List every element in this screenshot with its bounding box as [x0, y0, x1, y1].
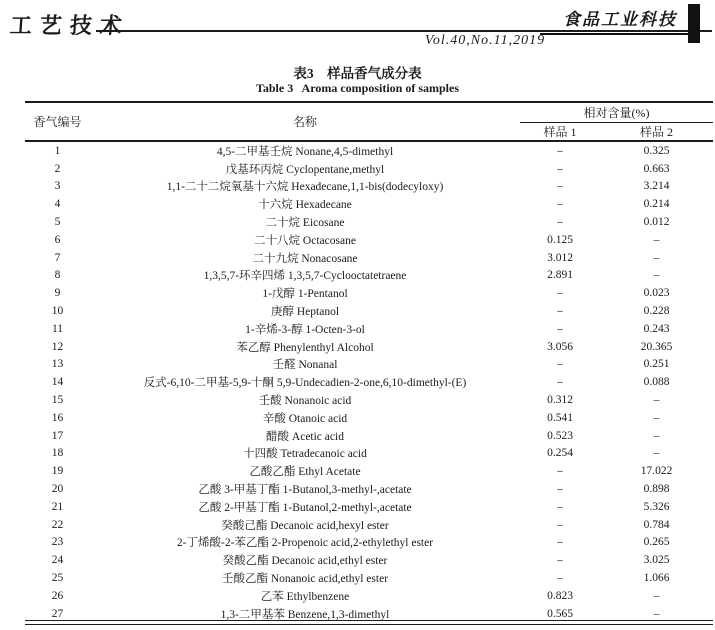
aroma-id-cell: 20: [51, 483, 64, 496]
sample2-value-cell: –: [653, 233, 660, 246]
sample1-value-cell: –: [557, 162, 563, 175]
aroma-id-cell: 19: [51, 465, 64, 478]
sample2-value-cell: –: [653, 411, 660, 424]
compound-name-cell: 1,1-二十二烷氧基十六烷 Hexadecane,1,1-bis(dodecyloxy): [166, 181, 444, 194]
compound-name-cell: 苯乙醇 Phenylenthyl Alcohol: [236, 341, 374, 354]
table-caption-en: Table 3 Aroma composition of samples: [255, 81, 459, 95]
sample1-value-cell: 3.056: [547, 340, 573, 353]
table-header: [25, 102, 713, 141]
compound-name-cell: 反式-6,10-二甲基-5,9-十酮 5,9-Undecadien-2-one,6,10-dimethyl-(E): [143, 377, 467, 390]
aroma-id-cell: 15: [51, 394, 64, 407]
sample2-value-cell: 3.025: [643, 554, 670, 567]
table-row: [25, 587, 713, 605]
sample1-value-cell: –: [557, 216, 563, 229]
sample1-value-cell: –: [557, 518, 563, 531]
compound-name-cell: 1,3,5,7-环辛四烯 1,3,5,7-Cyclooctatetraene: [203, 270, 407, 283]
compound-name-cell: 戊基环丙烷 Cyclopentane,methyl: [225, 163, 385, 176]
table-row: [25, 302, 713, 320]
sample2-value-cell: –: [653, 607, 660, 620]
compound-name-cell: 辛酸 Otanoic acid: [262, 412, 348, 425]
aroma-id-cell: 24: [51, 554, 64, 567]
header-row-top: [25, 102, 713, 123]
sample1-value-cell: –: [557, 198, 563, 211]
sample2-value-cell: 3.214: [643, 180, 670, 193]
aroma-id-cell: 18: [51, 447, 64, 460]
journal-logo-bar: [688, 4, 700, 43]
table-row: [25, 534, 713, 552]
compound-name-cell: 二十八烷 Octacosane: [254, 234, 356, 247]
table-row: [25, 516, 713, 534]
sample2-value-cell: –: [653, 251, 660, 264]
sample2-value-cell: 0.012: [643, 216, 670, 229]
sample1-value-cell: 0.541: [547, 411, 573, 424]
compound-name-cell: 乙苯 Ethylbenzene: [260, 590, 350, 603]
sample2-value-cell: –: [653, 394, 660, 407]
sample2-value-cell: 0.088: [643, 376, 670, 389]
sample2-value-cell: 0.023: [643, 287, 670, 300]
compound-name-cell: 十六烷 Hexadecane: [258, 199, 352, 212]
compound-name-cell: 癸酸乙酯 Decanoic acid,ethyl ester: [222, 555, 388, 568]
sample1-value-cell: 2.891: [547, 269, 573, 282]
sample2-value-cell: –: [653, 429, 660, 442]
table-row: [25, 338, 713, 356]
sample2-value-cell: 0.265: [643, 536, 670, 549]
compound-name-cell: 乙酸 3-甲基丁酯 1-Butanol,3-methyl-,acetate: [198, 484, 412, 497]
table-row: [25, 213, 713, 231]
table-row: [25, 569, 713, 587]
volume-info: Vol.40,No.11,2019: [424, 33, 546, 48]
sample2-value-cell: 0.784: [643, 518, 670, 531]
sample1-value-cell: –: [557, 572, 563, 585]
compound-name-cell: 醋酸 Acetic acid: [266, 430, 344, 443]
aroma-id-cell: 13: [51, 358, 64, 371]
aroma-id-cell: 5: [54, 216, 61, 229]
sample1-value-cell: 0.565: [547, 607, 573, 620]
sample1-value-cell: –: [557, 305, 563, 318]
sample1-value-cell: 0.823: [547, 589, 573, 602]
compound-name-cell: 1,3-二甲基苯 Benzene,1,3-dimethyl: [220, 608, 390, 621]
sample1-value-cell: –: [557, 500, 563, 513]
aroma-composition-table: [25, 101, 713, 623]
sample2-value-cell: 1.066: [643, 572, 670, 585]
table-row: [25, 445, 713, 463]
sample2-value-cell: –: [653, 589, 660, 602]
table-row: [25, 427, 713, 445]
compound-name-cell: 庚醇 Heptanol: [270, 306, 340, 319]
aroma-id-cell: 2: [54, 162, 61, 175]
col-header-sample1: 样品 1: [520, 123, 600, 142]
table-row: [25, 498, 713, 516]
aroma-id-cell: 7: [54, 251, 61, 264]
table-row: [25, 267, 713, 285]
table-caption-zh: 表3 样品香气成分表: [293, 66, 422, 81]
compound-name-cell: 壬醛 Nonanal: [272, 359, 338, 372]
table-row: [25, 409, 713, 427]
aroma-id-cell: 17: [51, 429, 64, 442]
sample2-value-cell: 20.365: [640, 340, 673, 353]
table-row: [25, 178, 713, 196]
compound-name-cell: 乙酸乙酯 Ethyl Acetate: [249, 466, 361, 479]
aroma-id-cell: 21: [51, 500, 64, 513]
sample1-value-cell: 0.312: [547, 394, 573, 407]
aroma-id-cell: 6: [54, 233, 61, 246]
sample1-value-cell: –: [557, 358, 563, 371]
sample1-value-cell: 3.012: [547, 251, 573, 264]
table-row: [25, 249, 713, 267]
aroma-id-cell: 9: [54, 287, 61, 300]
aroma-id-cell: 25: [51, 572, 64, 585]
table-row: [25, 231, 713, 249]
sample2-value-cell: –: [653, 447, 660, 460]
compound-name-cell: 1-戊醇 1-Pentanol: [262, 288, 348, 301]
aroma-id-cell: 16: [51, 411, 64, 424]
compound-name-cell: 壬酸乙酯 Nonanoic acid,ethyl ester: [221, 573, 389, 586]
sample1-value-cell: –: [557, 376, 563, 389]
table-row: [25, 480, 713, 498]
aroma-id-cell: 26: [51, 589, 64, 602]
sample2-value-cell: –: [653, 269, 660, 282]
aroma-id-cell: 23: [51, 536, 64, 549]
sample2-value-cell: 0.663: [643, 162, 670, 175]
sample1-value-cell: 0.125: [547, 233, 573, 246]
sample2-value-cell: 0.214: [643, 198, 670, 211]
table-row: [25, 391, 713, 409]
table-row: [25, 356, 713, 374]
sample2-value-cell: 5.326: [643, 500, 670, 513]
aroma-id-cell: 27: [51, 607, 64, 620]
sample1-value-cell: –: [557, 287, 563, 300]
aroma-id-cell: 12: [51, 340, 64, 353]
table-row: [25, 373, 713, 391]
aroma-id-cell: 4: [54, 198, 61, 211]
sample1-value-cell: –: [557, 144, 563, 157]
compound-name-cell: 癸酸己酯 Decanoic acid,hexyl ester: [221, 519, 389, 532]
sample1-value-cell: –: [557, 180, 563, 193]
table-row: [25, 320, 713, 338]
aroma-id-cell: 22: [51, 518, 64, 531]
sample2-value-cell: 0.325: [643, 144, 670, 157]
table-row: [25, 551, 713, 569]
aroma-id-cell: 8: [54, 269, 61, 282]
compound-name-cell: 4,5-二甲基壬烷 Nonane,4,5-dimethyl: [216, 145, 394, 158]
aroma-id-cell: 1: [54, 144, 61, 157]
sample1-value-cell: –: [557, 536, 563, 549]
sample2-value-cell: 0.251: [643, 358, 670, 371]
aroma-id-cell: 11: [51, 322, 64, 335]
table-row: [25, 160, 713, 178]
aroma-id-cell: 14: [51, 376, 64, 389]
col-header-name: 名称: [90, 102, 520, 141]
sample1-value-cell: 0.254: [547, 447, 573, 460]
sample1-value-cell: –: [557, 554, 563, 567]
sample1-value-cell: 0.523: [547, 429, 573, 442]
sample2-value-cell: 0.898: [643, 483, 670, 496]
section-label: 工艺技术: [8, 14, 131, 39]
compound-name-cell: 乙酸 2-甲基丁酯 1-Butanol,2-methyl-,acetate: [198, 501, 412, 514]
compound-name-cell: 壬酸 Nonanoic acid: [258, 395, 352, 408]
compound-name-cell: 十四酸 Tetradecanoic acid: [243, 448, 367, 461]
sample2-value-cell: 0.243: [643, 322, 670, 335]
col-header-sample2: 样品 2: [600, 123, 713, 142]
compound-name-cell: 2-丁烯酸-2-苯乙酯 2-Propenoic acid,2-ethylethyl ester: [176, 537, 434, 550]
table-bottom-rule: [25, 620, 713, 625]
compound-name-cell: 二十烷 Eicosane: [265, 217, 345, 230]
sample2-value-cell: 17.022: [640, 465, 673, 478]
aroma-id-cell: 3: [54, 180, 61, 193]
table-body: [25, 141, 713, 623]
sample2-value-cell: 0.228: [643, 305, 670, 318]
sample1-value-cell: –: [557, 483, 563, 496]
journal-logo: 食品工业科技: [540, 5, 700, 35]
col-header-aroma-id: 香气编号: [25, 102, 90, 141]
col-header-relative-content: 相对含量(%): [520, 102, 713, 123]
aroma-id-cell: 10: [51, 305, 64, 318]
table-row: [25, 284, 713, 302]
table-row: [25, 141, 713, 160]
sample1-value-cell: –: [557, 322, 563, 335]
sample1-value-cell: –: [557, 465, 563, 478]
compound-name-cell: 二十九烷 Nonacosane: [252, 252, 358, 265]
table-row: [25, 462, 713, 480]
table-row: [25, 195, 713, 213]
compound-name-cell: 1-辛烯-3-醇 1-Octen-3-ol: [245, 323, 365, 336]
